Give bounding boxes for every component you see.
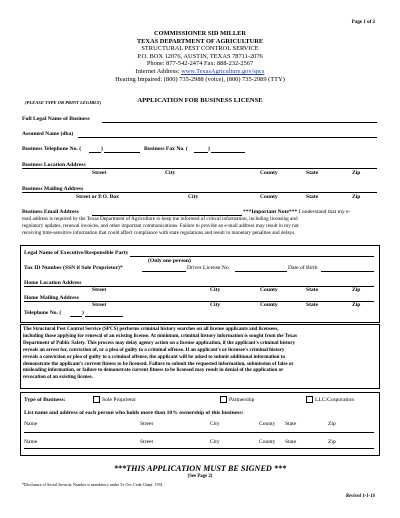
drivers-license-label: Driver License No. [187,265,231,271]
tax-id-label: Tax ID Number (SSN if Sole Proprietor)* [24,265,123,271]
llc-corporation-checkbox[interactable] [306,396,313,403]
notice-line: misleading information, or failure to demonstrate current fitness to be licensed may result in denial of the application or [23,367,284,374]
partnership-checkbox[interactable] [220,396,227,403]
fax-paren: ) [208,146,210,152]
internet-label: Internet Address: [135,67,180,75]
legal-name-input[interactable] [102,122,377,123]
phone-fax: Phone: 877-542-2474 Fax: 888-232-2567 [146,60,254,68]
commissioner-name: COMMISSIONER SID MILLER [154,30,246,37]
dob-label: Date of Birth [288,265,318,271]
sole-proprietor-label: Sole Proprietor [102,396,137,403]
responsible-name-label: Legal Name of Executive/Responsible Party [24,250,129,256]
responsible-area-code[interactable] [70,316,82,317]
col-state: State [306,194,319,200]
owner-col-name: Name [24,439,38,445]
col-zip: Zip [352,194,361,200]
owner-col-state: State [285,439,297,445]
mailing-address: P.O. BOX 12076, AUSTIN, TEXAS 78711-2076 [137,52,263,60]
responsible-telephone-input[interactable] [85,316,123,317]
business-type-label: Type of Business: [24,397,66,403]
ownership-instruction: List name and address of each person who holds more than 10% ownership of this business: [24,410,244,416]
col-street: Street [92,302,107,308]
owner-col-state: State [285,421,297,427]
partnership-option[interactable] [220,396,254,403]
col-state: State [306,302,319,308]
mailing-address-label: Business Mailing Address [22,186,84,192]
department-name: TEXAS DEPARTMENT OF AGRICULTURE [136,37,264,45]
telephone-paren: ) [101,146,103,152]
internet-address [0,68,400,76]
owner-row-1-input[interactable] [24,432,374,433]
owner-col-name: Name [24,421,38,427]
important-note-line4: receiving time-sensitive information that could affect compliance with state regulations and result in monetary penalties and delays. [22,230,296,236]
owner-col-zip: Zip [328,421,336,427]
partnership-label: Partnership [229,396,255,403]
owner-col-county: County [259,421,276,427]
notice-line: Department of Public Safety. This process may delay agency action on a license application, if the applicant's criminal history [23,339,296,346]
agency-header [0,30,400,83]
col-state: State [306,287,319,293]
col-zip: Zip [352,287,361,293]
website-link[interactable]: www.TexasAgriculture.gov/spcs [181,67,265,75]
print-legibly-note: (PLEASE TYPE OR PRINT LEGIBLY) [25,100,102,105]
telephone-number-input[interactable] [104,152,140,153]
home-location-input[interactable] [24,286,374,287]
hearing-impaired-line: Hearing Impaired: (800) 735-2988 (voice), (800) 735-2989 (TTY) [115,75,285,83]
revision-date: Revised 1-1-16 [345,494,375,499]
home-mailing-input[interactable] [24,301,374,302]
notice-line: reveals a conviction or plea of guilty to a criminal offense, the applicant will be asked to submit additional information to [23,353,285,360]
important-note-line3: regulatory updates, renewal invoices, and other important communications. Failure to provide an e-mail address may result in my not [22,223,299,229]
important-note-line2: mail address is required by the Texas Department of Agriculture to keep me informed of critical information, including licensing and [22,216,298,222]
col-street: Street [92,170,107,176]
owner-row-2-input[interactable] [24,448,374,449]
col-city: City [165,170,176,176]
col-street-po: Street or P.O. Box [76,194,119,200]
col-state: State [306,170,319,176]
owner-col-zip: Zip [328,439,336,445]
responsible-name-input[interactable] [130,256,374,257]
col-city: City [210,287,221,293]
service-name: STRUCTURAL PEST CONTROL SERVICE [141,45,259,53]
col-county: County [260,287,278,293]
llc-corporation-label: LLC/Corporation [315,396,355,403]
criminal-history-text [23,326,297,381]
important-note-text: I understand that my e- [297,209,351,215]
col-city: City [210,302,221,308]
form-title: APPLICATION FOR BUSINESS LICENSE [137,97,263,104]
col-city: City [188,194,199,200]
see-page-2: (See Page 2) [187,474,213,479]
legal-name-label: Full Legal Name of Business [22,116,90,122]
fax-number-input[interactable] [211,152,245,153]
owner-col-street: Street [140,439,154,445]
mailing-address-input[interactable] [22,192,377,193]
notice-line: demonstrate the applicant's current fitness to be licensed. Failure to submit the requested information, submission of false or [23,360,294,367]
business-fax-label: Business Fax No. ( [144,146,188,152]
notice-line: reveals an arrest for, conviction of, or a plea of guilty to a criminal offense. If an applicant's or licensee's criminal history [23,346,285,353]
location-address-input[interactable] [22,168,377,169]
home-location-label: Home Location Address [24,280,82,286]
assumed-name-input[interactable] [78,137,377,138]
assumed-name-label: Assumed Name (dba) [22,131,74,137]
tax-id-input[interactable] [142,271,186,272]
home-mailing-label: Home Mailing Address [24,295,79,301]
must-be-signed-notice: ***THIS APPLICATION MUST BE SIGNED *** [113,464,287,473]
business-telephone-label: Business Telephone No. ( [22,146,82,152]
col-zip: Zip [352,170,361,176]
sole-proprietor-option[interactable] [93,396,136,403]
only-one-person: (Only one person) [148,258,191,264]
drivers-license-input[interactable] [235,271,287,272]
owner-col-city: City [210,439,220,445]
page-number: Page 1 of 2 [351,20,375,25]
sole-proprietor-checkbox[interactable] [93,396,100,403]
owner-col-city: City [210,421,220,427]
col-zip: Zip [352,302,361,308]
telephone-area-code[interactable] [89,152,101,153]
responsible-telephone-label: Telephone No. ( [24,310,62,316]
notice-line: The Structural Pest Control Service (SPCS) performs criminal history searches on all license applicants and licensees, [23,326,279,332]
col-county: County [260,170,278,176]
telephone-paren: ) [82,310,84,316]
col-county: County [260,302,278,308]
notice-line: including those applying for renewal of an existing license. At minimum, criminal history information is sought from the Texas [23,332,297,339]
col-county: County [260,194,278,200]
fax-area-code[interactable] [194,152,208,153]
llc-corporation-option[interactable] [306,396,354,403]
dob-input[interactable] [321,271,374,272]
col-street: Street [92,287,107,293]
ssn-footnote: *Disclosure of Social Security Number is mandatory under Tx Occ Code Chapt. 1951. [22,482,164,487]
location-address-label: Business Location Address [22,162,86,168]
important-note-lead: ***Important Note*** [243,209,298,215]
notice-line: revocation of an existing license. [23,374,93,381]
owner-col-county: County [259,439,276,445]
important-note-line1 [243,209,351,215]
email-label: Business Email Address [22,209,79,215]
owner-col-street: Street [140,421,154,427]
